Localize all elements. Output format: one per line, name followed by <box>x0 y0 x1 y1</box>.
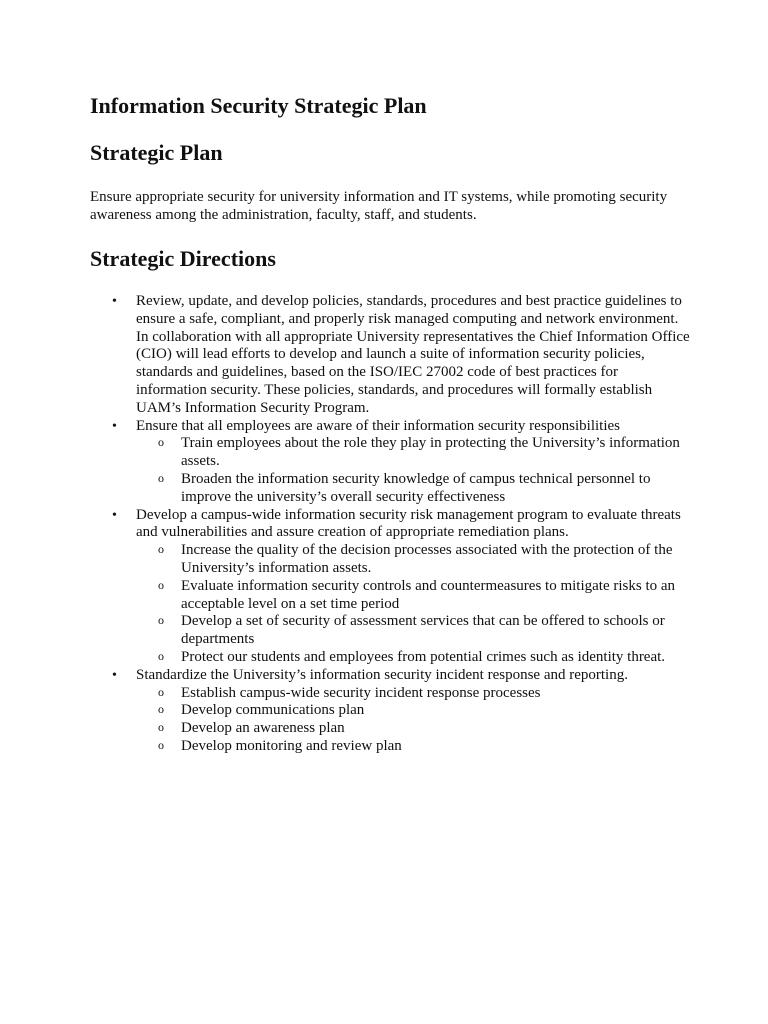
sub-item-text: Increase the quality of the decision processes associated with the protection of the University’s information assets. <box>181 542 673 576</box>
sub-item-text: Develop a set of security of assessment services that can be offered to schools or departments <box>181 613 665 648</box>
strategic-plan-heading: Strategic Plan <box>90 140 223 165</box>
sub-item-text: Train employees about the role they play in protecting the University’s information assets. <box>181 435 680 470</box>
direction-text: Ensure that all employees are aware of their information security responsibilities <box>136 417 621 434</box>
strategic-plan-paragraph: Ensure appropriate security for university information and IT systems, while promoting security awareness among the administration, faculty, staff, and students. <box>90 189 668 223</box>
sub-item <box>136 613 690 649</box>
document-body <box>90 88 690 756</box>
sub-item <box>136 720 690 738</box>
sub-item <box>136 435 690 471</box>
sub-item <box>136 738 690 756</box>
sub-item-text: Develop monitoring and review plan <box>181 737 402 754</box>
sub-list <box>136 435 690 506</box>
bullet-icon: • <box>112 294 117 309</box>
hollow-bullet-icon: o <box>158 435 164 450</box>
hollow-bullet-icon: o <box>158 613 164 628</box>
bullet-icon: • <box>112 418 117 434</box>
hollow-bullet-icon: o <box>158 702 164 717</box>
sub-item-text: Protect our students and employees from potential crimes such as identity threat. <box>181 648 666 665</box>
sub-item-text: Establish campus-wide security incident response processes <box>181 684 541 701</box>
direction-text: Review, update, and develop policies, standards, procedures and best practice guidelines to ensure a safe, compliant, and properly risk managed computing and network environment. In collaboration with all appropriate University representatives the Chief Information Office (CIO) will lead efforts to develop and launch a suite of information security policies, standards and guidelines, based on the ISO/IEC 27002 code of best practices for information security. These policies, standards, and procedures will formally establish UAM’s Information Security Program. <box>136 293 690 416</box>
direction-item <box>90 507 690 667</box>
sub-item <box>136 542 690 578</box>
sub-item <box>136 471 690 507</box>
strategic-directions-heading: Strategic Directions <box>90 246 276 271</box>
direction-text: Develop a campus-wide information security risk management program to evaluate threats and vulnerabilities and assure creation of appropriate remediation plans. <box>136 506 681 541</box>
direction-item <box>90 667 690 756</box>
bullet-icon: • <box>112 667 117 683</box>
document-title: Information Security Strategic Plan <box>90 93 427 118</box>
hollow-bullet-icon: o <box>158 684 164 699</box>
sub-list <box>136 685 690 756</box>
sub-item <box>136 702 690 720</box>
sub-item <box>136 685 690 703</box>
strategic-directions-list <box>90 293 690 756</box>
direction-text: Standardize the University’s information security incident response and reporting. <box>136 666 628 683</box>
sub-item-text: Evaluate information security controls and countermeasures to mitigate risks to an acceptable level on a set time period <box>181 577 676 612</box>
hollow-bullet-icon: o <box>158 720 164 735</box>
hollow-bullet-icon: o <box>158 648 164 663</box>
hollow-bullet-icon: o <box>158 542 164 557</box>
hollow-bullet-icon: o <box>158 737 164 752</box>
hollow-bullet-icon: o <box>158 470 164 485</box>
sub-item-text: Broaden the information security knowledge of campus technical personnel to improve the university’s overall security effectiveness <box>181 470 651 505</box>
sub-item-text: Develop an awareness plan <box>181 720 345 737</box>
sub-item <box>136 578 690 614</box>
bullet-icon: • <box>112 507 117 523</box>
hollow-bullet-icon: o <box>158 577 164 592</box>
sub-item <box>136 649 690 667</box>
direction-item <box>90 418 690 507</box>
sub-item-text: Develop communications plan <box>181 702 365 719</box>
sub-list <box>136 542 690 667</box>
direction-item <box>90 293 690 418</box>
